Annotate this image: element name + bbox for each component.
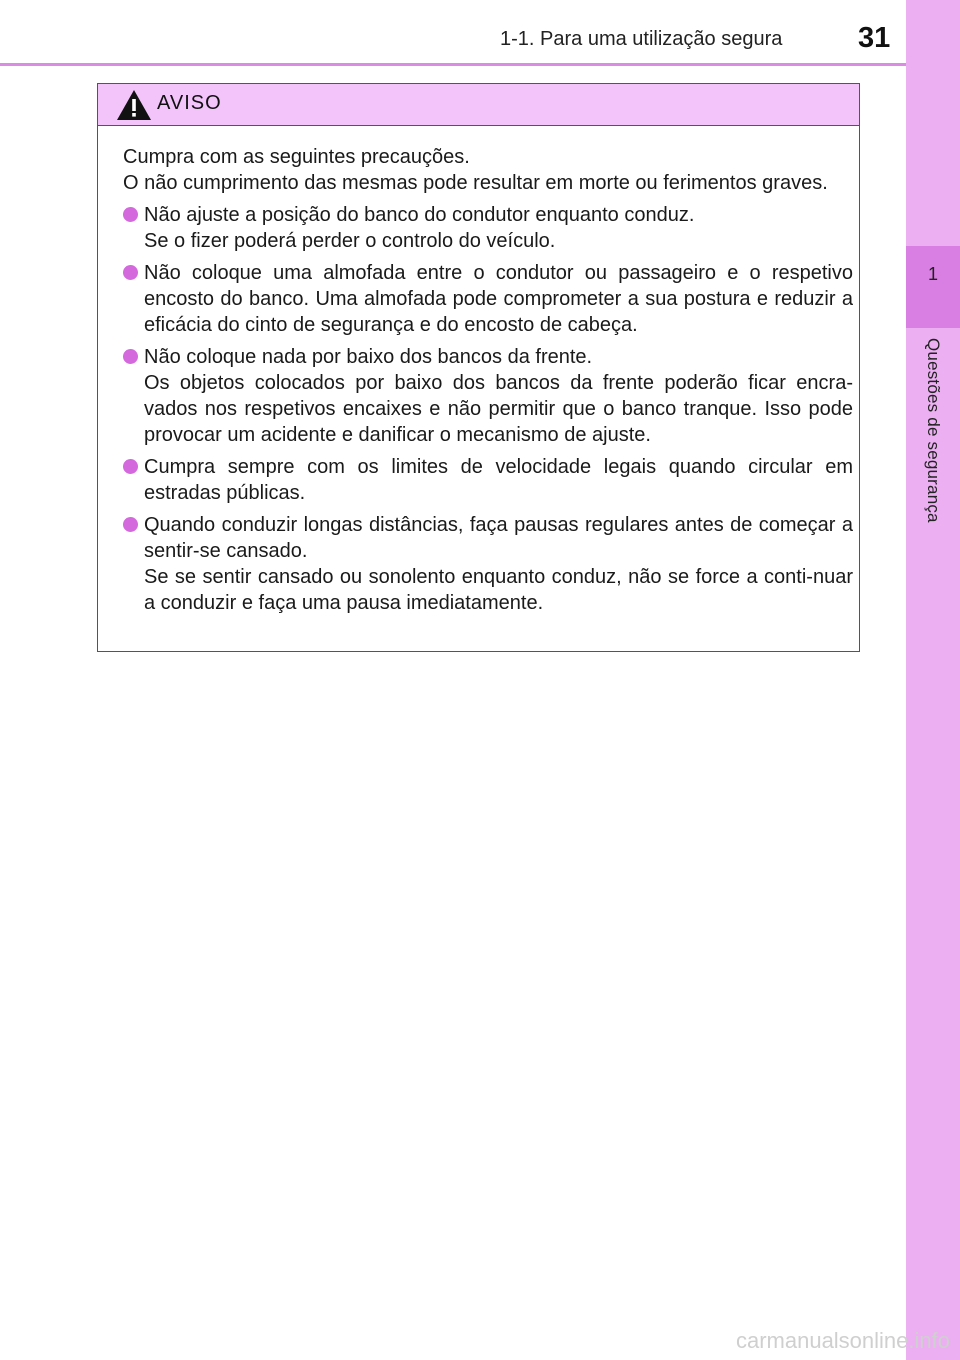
bullet-icon (123, 517, 138, 532)
item-text: Não coloque uma almofada entre o condutor ou passageiro e o respetivo encosto do banco. Uma almofada pode comprometer a sua postura e reduzir a eficácia do cinto de segurança e do encosto de cabeça. (144, 262, 853, 336)
list-item (123, 344, 853, 448)
warning-triangle-icon (116, 89, 152, 121)
item-text: Os objetos colocados por baixo dos bancos da frente poderão ficar encra-vados nos respetivos encaixes e não permitir que o banco tranque. Isso pode provocar um acidente e danificar o mecanismo de ajuste. (144, 372, 853, 446)
item-text: Não coloque nada por baixo dos bancos da frente. (144, 346, 593, 368)
warning-label: AVISO (157, 92, 222, 114)
item-text: Se se sentir cansado ou sonolento enquanto conduz, não se force a conti-nuar a conduzir e faça uma pausa imediatamente. (144, 566, 853, 614)
intro-line: Cumpra com as seguintes precauções. (123, 146, 470, 168)
bullet-icon (123, 265, 138, 280)
sidebar-strip (906, 0, 960, 1360)
bullet-icon (123, 207, 138, 222)
item-text: Cumpra sempre com os limites de velocidade legais quando circular em estradas públicas. (144, 456, 853, 504)
warning-intro (123, 144, 853, 196)
warning-header (98, 84, 859, 126)
chapter-tab (906, 246, 960, 328)
section-title: 1-1. Para uma utilização segura (500, 28, 783, 50)
list-item (123, 512, 853, 616)
item-text: Se o fizer poderá perder o controlo do veículo. (144, 230, 556, 252)
item-text: Quando conduzir longas distâncias, faça pausas regulares antes de começar a sentir-se cansado. (144, 514, 853, 562)
chapter-title: Questões de segurança (924, 338, 943, 523)
page-number: 31 (858, 22, 891, 54)
bullet-icon (123, 459, 138, 474)
list-item (123, 260, 853, 338)
list-item (123, 454, 853, 506)
bullet-icon (123, 349, 138, 364)
chapter-number: 1 (927, 264, 938, 284)
warning-body (123, 144, 853, 622)
intro-line: O não cumprimento das mesmas pode resultar em morte ou ferimentos graves. (123, 172, 828, 194)
warning-box (97, 83, 860, 652)
item-text: Não ajuste a posição do banco do condutor enquanto conduz. (144, 204, 695, 226)
list-item (123, 202, 853, 254)
header-rule (0, 63, 906, 66)
footer-watermark: carmanualsonline.info (735, 1328, 950, 1353)
